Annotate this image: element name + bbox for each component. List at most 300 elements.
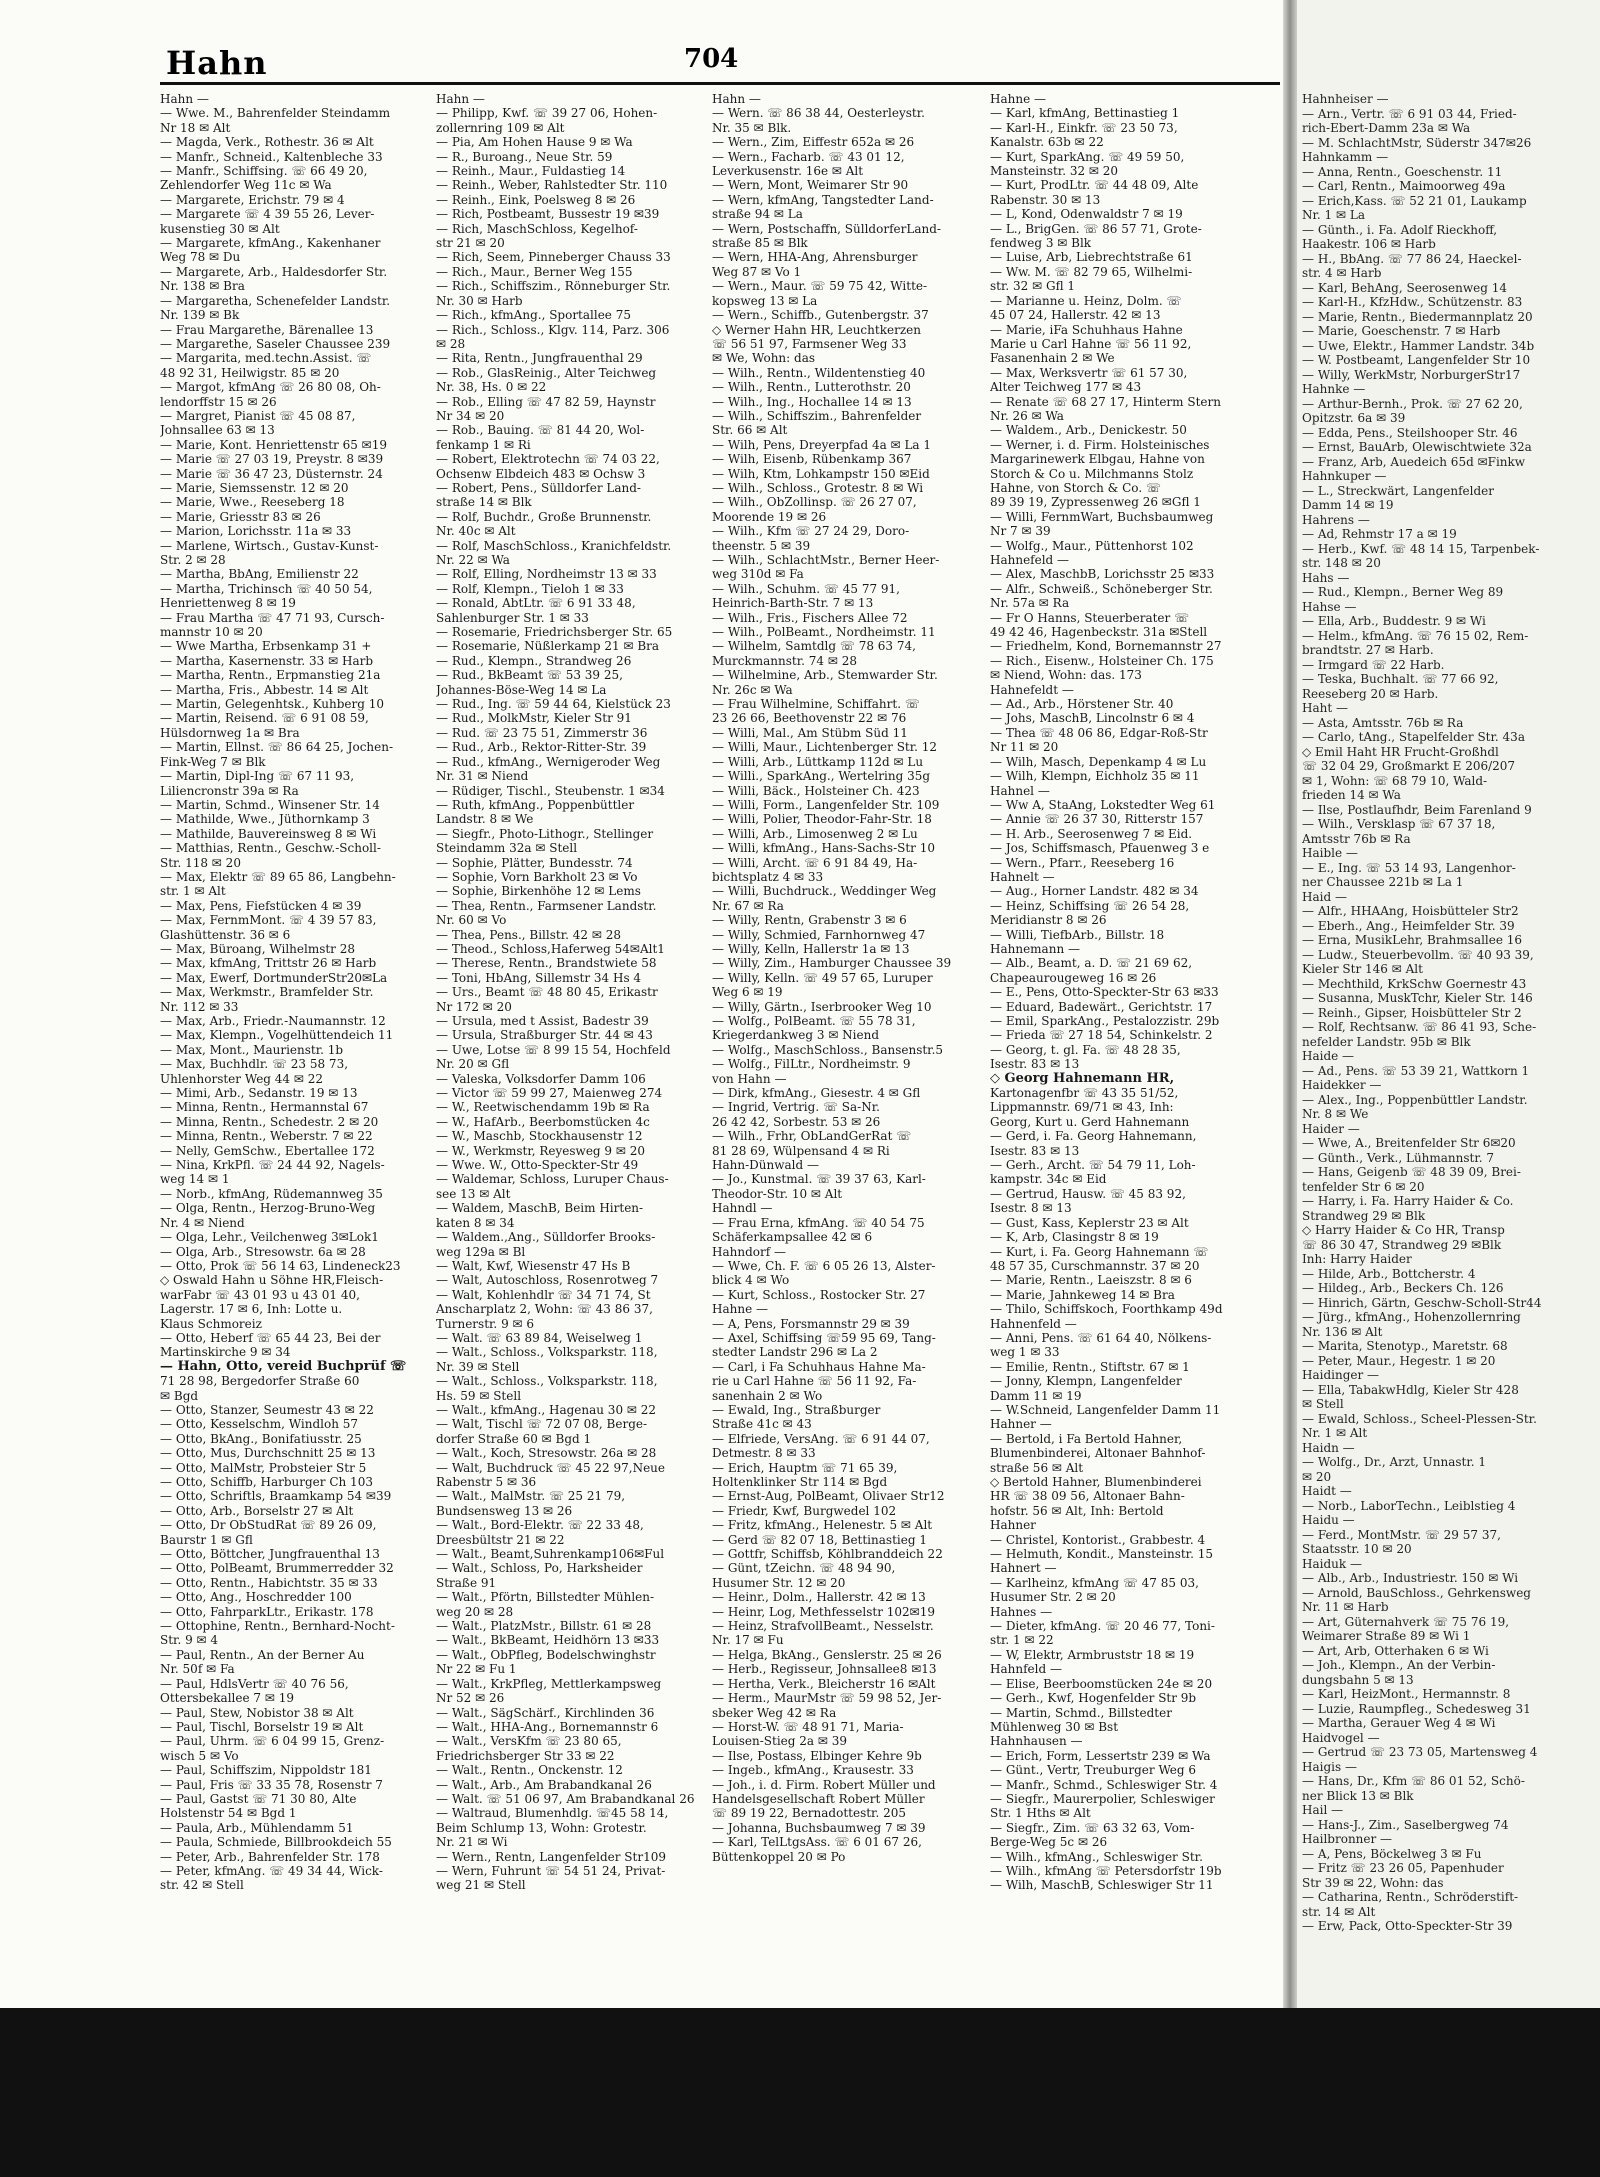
directory-line: — Rich., Eisenw., Holsteiner Ch. 175 xyxy=(990,653,1214,668)
directory-line: — Helga, BkAng., Genslerstr. 25 ✉ 26 xyxy=(712,1647,942,1662)
column-4 xyxy=(990,92,1262,2002)
directory-line: — Hinrich, Gärtn, Geschw-Scholl-Str44 xyxy=(1302,1295,1542,1310)
directory-line: — Thilo, Schiffskoch, Foorthkamp 49d xyxy=(990,1302,1223,1317)
directory-line: — Martha, Gerauer Weg 4 ✉ Wi xyxy=(1302,1716,1496,1730)
directory-line: — Martha, Kasernenstr. 33 ✉ Harb xyxy=(160,653,374,668)
directory-line: — Manfr., Schneid., Kaltenbleche 33 xyxy=(160,149,383,164)
directory-line: — Willi, Bäck., Holsteiner Ch. 423 xyxy=(712,783,920,798)
directory-line: — W., Werkmstr, Reyesweg 9 ✉ 20 xyxy=(436,1143,645,1158)
directory-line: straße 94 ✉ La xyxy=(712,207,803,222)
directory-line: — Wilh., Fris., Fischers Allee 72 xyxy=(712,610,908,625)
directory-line: — Robert, Pens., Sülldorfer Land- xyxy=(436,480,641,495)
directory-line: rie u Carl Hahne ☏ 56 11 92, Fa- xyxy=(712,1374,917,1389)
directory-line: Str. 2 ✉ 28 xyxy=(160,553,226,567)
directory-line: tenfelder Str 6 ✉ 20 xyxy=(1302,1179,1425,1194)
directory-line: — Harry, i. Fa. Harry Haider & Co. xyxy=(1302,1194,1514,1208)
directory-line: Martinskirche 9 ✉ 34 xyxy=(160,1345,291,1360)
directory-line: theenstr. 5 ✉ 39 xyxy=(712,538,811,553)
directory-line: — Werner, i. d. Firm. Holsteinisches xyxy=(990,437,1210,452)
directory-line: — Wilh, Ktm, Lohkampstr 150 ✉Eid xyxy=(712,466,930,481)
directory-line: — Wilh, Masch, Depenkamp 4 ✉ Lu xyxy=(990,754,1207,769)
directory-line: Nr. 60 ✉ Vo xyxy=(436,913,507,928)
directory-line: — Karl, kfmAng, Bettinastieg 1 xyxy=(990,106,1180,121)
directory-line: straße 85 ✉ Blk xyxy=(712,236,808,251)
directory-line: — Otto, Rentn., Habichtstr. 35 ✉ 33 xyxy=(160,1575,378,1590)
directory-line: Hahnel — xyxy=(990,783,1050,798)
directory-line: blick 4 ✉ Wo xyxy=(712,1273,790,1288)
directory-line: Sahlenburger Str. 1 ✉ 33 xyxy=(436,610,589,625)
directory-line: 71 28 98, Bergedorfer Straße 60 xyxy=(160,1374,360,1389)
directory-line: — Willi, Form., Langenfelder Str. 109 xyxy=(712,797,940,812)
directory-line: — Martin, Gelegenhtsk., Kuhberg 10 xyxy=(160,697,385,712)
directory-line: brandtstr. 27 ✉ Harb. xyxy=(1302,643,1434,657)
directory-line: — Olga, Arb., Stresowstr. 6a ✉ 28 xyxy=(160,1244,366,1259)
directory-line: — Paula, Arb., Mühlendamm 51 xyxy=(160,1820,354,1835)
directory-line: Haakestr. 106 ✉ Harb xyxy=(1302,237,1436,251)
directory-line: — Rita, Rentn., Jungfrauenthal 29 xyxy=(436,351,643,366)
directory-line: — Marie, iFa Schuhhaus Hahne xyxy=(990,322,1183,337)
directory-line: Büttenkoppel 20 ✉ Po xyxy=(712,1849,846,1864)
directory-line: — Otto, FahrparkLtr., Erikastr. 178 xyxy=(160,1604,374,1619)
directory-line: — Teska, Buchhalt. ☏ 77 66 92, xyxy=(1302,672,1499,686)
directory-line: Nr. 11 ✉ Harb xyxy=(1302,1600,1389,1614)
directory-line: — Peter, Maur., Hegestr. 1 ✉ 20 xyxy=(1302,1353,1496,1368)
directory-line: zollernring 109 ✉ Alt xyxy=(436,120,565,135)
directory-line: Damm 14 ✉ 19 xyxy=(1302,498,1394,512)
directory-line: — Franz, Arb, Auedeich 65d ✉Finkw xyxy=(1302,454,1526,469)
directory-line: Haidn — xyxy=(1302,1440,1355,1455)
directory-line: — Ewald, Schloss., Scheel-Plessen-Str. xyxy=(1302,1411,1537,1426)
directory-line: — Margarita, med.techn.Assist. ☏ xyxy=(160,351,372,366)
directory-line: — Johs, MaschB, Lincolnstr 6 ✉ 4 xyxy=(990,711,1195,726)
directory-line: — Walt., Koch, Stresowstr. 26a ✉ 28 xyxy=(436,1446,657,1461)
directory-line: Nr. 112 ✉ 33 xyxy=(160,999,239,1014)
directory-line: — Siegfr., Maurerpolier, Schleswiger xyxy=(990,1791,1215,1806)
directory-line: Mühlenweg 30 ✉ Bst xyxy=(990,1719,1119,1734)
directory-line: — Wilh, Eisenb, Rübenkamp 367 xyxy=(712,452,912,467)
directory-line: — Joh., i. d. Firm. Robert Müller und xyxy=(712,1777,936,1792)
directory-line: ☏ 56 51 97, Farmsener Weg 33 xyxy=(712,336,907,351)
directory-line: ✉ Bgd xyxy=(160,1388,199,1403)
directory-line: — Wern, Mont, Weimarer Str 90 xyxy=(712,178,909,193)
directory-line: — Walt, Autoschloss, Rosenrotweg 7 xyxy=(436,1273,659,1288)
directory-line: Lagerstr. 17 ✉ 6, Inh: Lotte u. xyxy=(160,1302,343,1317)
directory-line: fendweg 3 ✉ Blk xyxy=(990,236,1092,251)
directory-line: Nr. 1 ✉ Alt xyxy=(1302,1426,1368,1440)
directory-line: — Rich., Maur., Berner Weg 155 xyxy=(436,264,633,279)
directory-line: Hahner — xyxy=(990,1417,1052,1432)
directory-line: — Wern, kfmAng, Tangstedter Land- xyxy=(712,192,934,207)
directory-line: — Rolf, Klempn., Tieloh 1 ✉ 33 xyxy=(436,581,624,596)
directory-line: — Johanna, Buchsbaumweg 7 ✉ 39 xyxy=(712,1820,926,1835)
directory-line: — Karl, HeizMont., Hermannstr. 8 xyxy=(1302,1687,1511,1701)
directory-line: — Ernst-Aug, PolBeamt, Olivaer Str12 xyxy=(712,1489,945,1504)
directory-line: Nr. 31 ✉ Niend xyxy=(436,769,529,784)
directory-line: weg 1 ✉ 33 xyxy=(990,1345,1060,1360)
directory-line: — Herb., Kwf. ☏ 48 14 15, Tarpenbek- xyxy=(1302,541,1540,556)
directory-line: — Toni, HbAng, Sillemstr 34 Hs 4 xyxy=(436,970,642,985)
directory-line: Heinrich-Barth-Str. 7 ✉ 13 xyxy=(712,596,874,611)
directory-line: str. 1 ✉ Alt xyxy=(160,884,226,899)
directory-line: — Irmgard ☏ 22 Harb. xyxy=(1302,657,1445,672)
directory-line: — Walt., Bord-Elektr. ☏ 22 33 48, xyxy=(436,1518,644,1533)
directory-line: lendorffstr 15 ✉ 26 xyxy=(160,394,277,409)
directory-line: str. 42 ✉ Stell xyxy=(160,1878,244,1893)
directory-line: — Rolf, Buchdr., Große Brunnenstr. xyxy=(436,509,652,524)
directory-line: — Rich., kfmAng., Sportallee 75 xyxy=(436,308,631,323)
directory-line: — Wilh., Rentn., Wildentenstieg 40 xyxy=(712,365,926,380)
directory-line: Nr. 35 ✉ Blk. xyxy=(712,120,792,135)
directory-line: — Wilh., kfmAng ☏ Petersdorfstr 19b xyxy=(990,1863,1222,1878)
directory-line: Alter Teichweg 177 ✉ 43 xyxy=(990,380,1142,395)
directory-line: — Max, Ewerf, DortmunderStr20✉La xyxy=(160,970,388,985)
directory-line: — Max, Buchhdlr. ☏ 23 58 73, xyxy=(160,1057,349,1072)
directory-line: Hahnefeldt — xyxy=(990,682,1074,697)
directory-line: — Martha, Trichinsch ☏ 40 50 54, xyxy=(160,581,373,596)
directory-line: — Emil, SparkAng., Pestalozzistr. 29b xyxy=(990,1014,1220,1028)
directory-line: — L, Kond, Odenwaldstr 7 ✉ 19 xyxy=(990,207,1183,222)
directory-line: Haht — xyxy=(1302,701,1348,715)
directory-line: — Anna, Rentn., Goeschenstr. 11 xyxy=(1302,164,1503,179)
directory-line: Nr. 30 ✉ Harb xyxy=(436,293,523,308)
directory-line: Nr. 4 ✉ Niend xyxy=(160,1215,245,1230)
directory-line: Hahnheiser — xyxy=(1302,92,1389,106)
directory-line: — Reinh., Weber, Rahlstedter Str. 110 xyxy=(436,178,668,193)
directory-line: Amtsstr 76b ✉ Ra xyxy=(1302,831,1411,846)
directory-line: Blumenbinderei, Altonaer Bahnhof- xyxy=(990,1446,1206,1461)
directory-line: — Wern., Facharb. ☏ 43 01 12, xyxy=(712,149,905,164)
directory-line: — Marie, Griesstr 83 ✉ 26 xyxy=(160,509,321,524)
directory-line: Reeseberg 20 ✉ Harb. xyxy=(1302,686,1439,701)
directory-line: — Marie, Wwe., Reeseberg 18 xyxy=(160,495,345,510)
directory-line: — Alb., Arb., Industriestr. 150 ✉ Wi xyxy=(1302,1571,1519,1585)
directory-line: Beim Schlump 13, Wohn: Grotestr. xyxy=(436,1820,647,1835)
directory-line: Friedrichsberger Str 33 ✉ 22 xyxy=(436,1748,615,1763)
directory-line: — Max, Arb., Friedr.-Naumannstr. 12 xyxy=(160,1014,386,1028)
directory-line: str 21 ✉ 20 xyxy=(436,236,505,251)
directory-line: — Willy, Kelln. ☏ 49 57 65, Luruper xyxy=(712,970,933,985)
directory-line: — Rud., Ing. ☏ 59 44 64, Kielstück 23 xyxy=(436,697,671,712)
directory-line: — Therese, Rentn., Brandstwiete 58 xyxy=(436,956,657,971)
directory-line: — Erich, Form, Lessertstr 239 ✉ Wa xyxy=(990,1748,1211,1763)
directory-line: — W.Schneid, Langenfelder Damm 11 xyxy=(990,1402,1221,1417)
directory-line: Husumer Str. 12 ✉ 20 xyxy=(712,1575,846,1590)
directory-line: — Otto, Ang., Hoschredder 100 xyxy=(160,1590,352,1605)
directory-line: Chapeaurougeweg 16 ✉ 26 xyxy=(990,970,1157,985)
directory-line: Haigis — xyxy=(1302,1759,1357,1774)
directory-line: — Walt, Buchdruck ☏ 45 22 97,Neue xyxy=(436,1460,666,1475)
directory-line: — Paul, Stew, Nobistor 38 ✉ Alt xyxy=(160,1705,354,1720)
directory-line: — Friedhelm, Kond, Bornemannstr 27 xyxy=(990,639,1222,654)
directory-line: — H., BbAng. ☏ 77 86 24, Haeckel- xyxy=(1302,251,1522,266)
directory-line: — Walt., kfmAng., Hagenau 30 ✉ 22 xyxy=(436,1402,657,1417)
directory-line: Hahndorf — xyxy=(712,1244,786,1259)
directory-line: — Günth., Verk., Lühmannstr. 7 xyxy=(1302,1150,1495,1165)
directory-line: — Thea ☏ 48 06 86, Edgar-Roß-Str xyxy=(990,725,1208,740)
directory-line: Haid — xyxy=(1302,889,1347,904)
directory-line: Hahne — xyxy=(990,92,1046,106)
directory-line: — Rüdiger, Tischl., Steubenstr. 1 ✉34 xyxy=(436,783,665,798)
directory-line: — Uwe, Lotse ☏ 8 99 15 54, Hochfeld xyxy=(436,1042,671,1057)
directory-line: — Walt., PlatzMstr., Billstr. 61 ✉ 28 xyxy=(436,1619,652,1634)
directory-line: — Ella, Arb., Buddestr. 9 ✉ Wi xyxy=(1302,614,1486,628)
directory-line: ✉ 28 xyxy=(436,336,466,351)
directory-line: Hahrens — xyxy=(1302,512,1370,527)
directory-line: — Thea, Rentn., Farmsener Landstr. xyxy=(436,898,657,913)
directory-line: Hahnenfeld — xyxy=(990,1316,1077,1331)
directory-line: — Wilh., Ing., Hochallee 14 ✉ 13 xyxy=(712,394,912,409)
directory-line: — Otto, Prok ☏ 56 14 63, Lindeneck23 xyxy=(160,1258,401,1273)
directory-line: — Paul, HdlsVertr ☏ 40 76 56, xyxy=(160,1676,349,1691)
directory-line: Hahne — xyxy=(712,1302,768,1317)
directory-line: Theodor-Str. 10 ✉ Alt xyxy=(712,1186,843,1201)
directory-line: — Norb., kfmAng, Rüdemannweg 35 xyxy=(160,1186,383,1201)
directory-line: — Wilh., SchlachtMstr., Berner Heer- xyxy=(712,553,940,567)
directory-line: — Otto, Kesselschm, Windloh 57 xyxy=(160,1417,359,1432)
directory-line: Str. 9 ✉ 4 xyxy=(160,1633,219,1648)
directory-line: ◇ Oswald Hahn u Söhne HR,Fleisch- xyxy=(160,1273,384,1288)
directory-line: — Karl-H., Einkfr. ☏ 23 50 73, xyxy=(990,120,1178,135)
directory-line: — Gust, Kass, Keplerstr 23 ✉ Alt xyxy=(990,1215,1189,1230)
directory-line: — Margot, kfmAng ☏ 26 80 08, Oh- xyxy=(160,380,381,395)
directory-line: — Rud., MolkMstr, Kieler Str 91 xyxy=(436,711,632,726)
directory-line: — Wern., Schiffb., Gutenbergstr. 37 xyxy=(712,308,929,323)
directory-line: — Wern., Pfarr., Reeseberg 16 xyxy=(990,855,1175,870)
directory-line: Nr 11 ✉ 20 xyxy=(990,740,1059,755)
directory-line: — Max, Pens, Fiefstücken 4 ✉ 39 xyxy=(160,898,362,913)
directory-line: — Hilde, Arb., Bottcherstr. 4 xyxy=(1302,1266,1476,1281)
directory-line: — Ursula, med t Assist, Badestr 39 xyxy=(436,1014,649,1028)
directory-line: — Luzie, Raumpfleg., Schedesweg 31 xyxy=(1302,1701,1531,1716)
directory-line: — Ad., Pens. ☏ 53 39 21, Wattkorn 1 xyxy=(1302,1063,1530,1078)
directory-line: dungsbahn 5 ✉ 13 xyxy=(1302,1672,1414,1687)
directory-line: — Max, Werkmstr., Bramfelder Str. xyxy=(160,985,374,1000)
directory-line: Nr. 39 ✉ Stell xyxy=(436,1359,520,1374)
directory-line: Nr 52 ✉ 26 xyxy=(436,1691,505,1706)
directory-line: Straße 41c ✉ 43 xyxy=(712,1417,812,1432)
directory-line: Weimarer Straße 89 ✉ Wi 1 xyxy=(1302,1629,1471,1643)
directory-line: — Wilh, Klempn, Eichholz 35 ✉ 11 xyxy=(990,769,1200,784)
directory-line: 23 26 66, Beethovenstr 22 ✉ 76 xyxy=(712,711,907,726)
directory-line: — Wwe, A., Breitenfelder Str 6✉20 xyxy=(1302,1136,1516,1150)
directory-line: — Arnold, BauSchloss., Gehrkensweg xyxy=(1302,1585,1531,1600)
directory-line: — Wolfg., FilLtr., Nordheimstr. 9 xyxy=(712,1057,911,1072)
directory-line: Nr. 8 ✉ We xyxy=(1302,1107,1369,1121)
directory-line: nefelder Landstr. 95b ✉ Blk xyxy=(1302,1034,1471,1049)
directory-line: Strandweg 29 ✉ Blk xyxy=(1302,1208,1426,1223)
directory-line: — Minna, Rentn., Weberstr. 7 ✉ 22 xyxy=(160,1129,373,1144)
directory-line: ◇ Werner Hahn HR, Leuchtkerzen xyxy=(712,322,921,337)
directory-line: — Jürg., kfmAng., Hohenzollernring xyxy=(1302,1310,1521,1324)
directory-line: — Max, Büroang, Wilhelmstr 28 xyxy=(160,941,355,956)
directory-line: — Ilse, Postass, Elbinger Kehre 9b xyxy=(712,1748,922,1763)
directory-line: — Margarete ☏ 4 39 55 26, Lever- xyxy=(160,207,375,222)
directory-line: — Magda, Verk., Rothestr. 36 ✉ Alt xyxy=(160,135,374,150)
directory-line: — Valeska, Volksdorfer Damm 106 xyxy=(436,1071,646,1086)
directory-line: — Siegfr., Photo-Lithogr., Stellinger xyxy=(436,826,654,841)
directory-line: HR ☏ 38 09 56, Altonaer Bahn- xyxy=(990,1489,1185,1504)
directory-line: — Peter, Arb., Bahrenfelder Str. 178 xyxy=(160,1849,380,1864)
directory-line: Rabenstr. 30 ✉ 13 xyxy=(990,192,1101,207)
directory-line: — Willy, Kelln, Hallerstr 1a ✉ 13 xyxy=(712,941,910,956)
directory-line: — Minna, Rentn., Schedestr. 2 ✉ 20 xyxy=(160,1114,379,1129)
directory-line: — Urs., Beamt ☏ 48 80 45, Erikastr xyxy=(436,985,658,1000)
directory-line: warFabr ☏ 43 01 93 u 43 01 40, xyxy=(160,1287,360,1302)
directory-line: Isestr. 83 ✉ 13 xyxy=(990,1143,1080,1158)
directory-line: str. 148 ✉ 20 xyxy=(1302,556,1381,570)
directory-line: — Willi, TiefbArb., Billstr. 18 xyxy=(990,927,1165,942)
directory-line: Handelsgesellschaft Robert Müller xyxy=(712,1791,925,1806)
directory-line: — Willi, Maur., Lichtenberger Str. 12 xyxy=(712,740,938,755)
directory-line: — L., BrigGen. ☏ 86 57 71, Grote- xyxy=(990,221,1202,236)
directory-line: Kriegerdankweg 3 ✉ Niend xyxy=(712,1028,880,1043)
directory-line: mannstr 10 ✉ 20 xyxy=(160,625,263,640)
directory-line: — Willi., SparkAng., Wertelring 35g xyxy=(712,769,931,784)
directory-line: Rabenstr 5 ✉ 36 xyxy=(436,1475,537,1489)
directory-line: dorfer Straße 60 ✉ Bgd 1 xyxy=(436,1431,592,1446)
directory-line: — Ad, Rehmstr 17 a ✉ 19 xyxy=(1302,527,1457,541)
directory-line: — Willi, Buchdruck., Weddinger Weg xyxy=(712,884,937,899)
directory-line: — Günt, tZeichn. ☏ 48 94 90, xyxy=(712,1561,896,1576)
running-head-name: Hahn xyxy=(166,44,268,82)
directory-line: — Walt., KrkPfleg, Mettlerkampsweg xyxy=(436,1676,662,1691)
directory-line: Haidu — xyxy=(1302,1513,1355,1527)
directory-line: Hahnemann — xyxy=(990,941,1080,956)
directory-line: Weg 87 ✉ Vo 1 xyxy=(712,264,802,279)
directory-line: — M. SchlachtMstr, Süderstr 347✉26 xyxy=(1302,135,1532,150)
directory-line: — Walt., VersKfm ☏ 23 80 65, xyxy=(436,1734,622,1749)
directory-line: — Rich., Schloss., Klgv. 114, Parz. 306 xyxy=(436,322,670,337)
directory-line: — Paul, Schiffszim, Nippoldstr 181 xyxy=(160,1763,372,1778)
directory-line: Ottersbekallee 7 ✉ 19 xyxy=(160,1691,294,1706)
directory-line: — Walt., BkBeamt, Heidhörn 13 ✉33 xyxy=(436,1633,660,1648)
directory-line: — Wilh., Schiffszim., Bahrenfelder xyxy=(712,408,922,423)
directory-line: — Ottophine, Rentn., Bernhard-Nocht- xyxy=(160,1619,395,1634)
directory-line: — Wolfg., Dr., Arzt, Unnastr. 1 xyxy=(1302,1455,1487,1469)
directory-line: — Walt. ☏ 51 06 97, Am Brabandkanal 26 xyxy=(436,1791,695,1806)
directory-line: — Wwe Martha, Erbsenkamp 31 + xyxy=(160,639,372,654)
directory-line: — Wern, Postschaffn, SülldorferLand- xyxy=(712,221,941,236)
directory-line: Hahn — xyxy=(712,92,761,106)
directory-line: — Willy, Schmied, Farnhornweg 47 xyxy=(712,927,926,942)
directory-line: — Arn., Vertr. ☏ 6 91 03 44, Fried- xyxy=(1302,106,1517,121)
directory-line: — Martin, Reisend. ☏ 6 91 08 59, xyxy=(160,711,369,726)
directory-line: 89 39 19, Zypressenweg 26 ✉Gfl 1 xyxy=(990,495,1201,510)
directory-line: Damm 11 ✉ 19 xyxy=(990,1388,1082,1403)
page-number: 704 xyxy=(684,44,739,74)
directory-line: — Olga, Lehr., Veilchenweg 3✉Lok1 xyxy=(160,1230,379,1245)
directory-line: — Annie ☏ 26 37 30, Ritterstr 157 xyxy=(990,812,1204,827)
directory-line: stedter Landstr 296 ✉ La 2 xyxy=(712,1345,878,1360)
directory-line: — Otto, Heberf ☏ 65 44 23, Bei der xyxy=(160,1330,381,1345)
directory-line: — Alb., Beamt, a. D. ☏ 21 69 62, xyxy=(990,956,1193,971)
directory-line: — Willi, Polier, Theodor-Fahr-Str. 18 xyxy=(712,812,932,827)
directory-line: — Walt, Kwf, Wiesenstr 47 Hs B xyxy=(436,1258,631,1273)
directory-line: — Willi, Mal., Am Stübm Süd 11 xyxy=(712,725,908,740)
directory-line: — Fr O Hanns, Steuerberater ☏ xyxy=(990,610,1190,625)
directory-line: — Gertrud, Hausw. ☏ 45 83 92, xyxy=(990,1186,1186,1201)
directory-line: Haidekker — xyxy=(1302,1078,1382,1092)
directory-line: — Minna, Rentn., Hermannstal 67 xyxy=(160,1100,369,1115)
directory-line: — Karl-H., KfzHdw., Schützenstr. 83 xyxy=(1302,295,1523,309)
directory-line: — Ingeb., kfmAng., Krausestr. 33 xyxy=(712,1763,914,1778)
directory-line: — H. Arb., Seerosenweg 7 ✉ Eid. xyxy=(990,826,1193,841)
directory-line: Hahn — xyxy=(436,92,485,106)
directory-line: katen 8 ✉ 34 xyxy=(436,1215,515,1230)
directory-line: Str 39 ✉ 22, Wohn: das xyxy=(1302,1875,1444,1890)
directory-line: — Paul, Rentn., An der Berner Au xyxy=(160,1647,365,1662)
directory-line: ✉ We, Wohn: das xyxy=(712,351,816,366)
directory-line: — Marie ☏ 27 03 19, Preystr. 8 ✉39 xyxy=(160,452,384,467)
directory-line: — Rob., Bauing. ☏ 81 44 20, Wol- xyxy=(436,423,645,438)
directory-line: — A, Pens, Böckelweg 3 ✉ Fu xyxy=(1302,1846,1482,1861)
directory-line: ✉ Stell xyxy=(1302,1397,1344,1411)
directory-line: — Margarete, kfmAng., Kakenhaner xyxy=(160,236,381,251)
directory-line: — Ernst, BauArb, Olewischtwiete 32a xyxy=(1302,440,1532,454)
directory-line: — Rud., Klempn., Strandweg 26 xyxy=(436,653,632,668)
directory-line: Nr. 136 ✉ Alt xyxy=(1302,1324,1383,1339)
directory-line: — Sophie, Vorn Barkholt 23 ✉ Vo xyxy=(436,869,638,884)
directory-line: rich-Ebert-Damm 23a ✉ Wa xyxy=(1302,121,1471,135)
directory-line: — Max, kfmAng, Trittstr 26 ✉ Harb xyxy=(160,956,377,971)
directory-line: Hahnke — xyxy=(1302,382,1366,396)
directory-line: — Rosemarie, Nüßlerkamp 21 ✉ Bra xyxy=(436,639,660,654)
directory-line: — Mathilde, Bauvereinsweg 8 ✉ Wi xyxy=(160,826,377,841)
directory-line: Johannes-Böse-Weg 14 ✉ La xyxy=(436,682,607,697)
directory-line: Nr. 26c ✉ Wa xyxy=(712,682,793,697)
directory-line: — Elfriede, VersAng. ☏ 6 91 44 07, xyxy=(712,1431,930,1446)
directory-line: — Wolfg., MaschSchloss., Bansenstr.5 xyxy=(712,1042,944,1057)
directory-line: — Rosemarie, Friedrichsberger Str. 65 xyxy=(436,625,673,640)
directory-line: — Frau Margarethe, Bärenallee 13 xyxy=(160,322,374,337)
directory-line: — Kurt, Schloss., Rostocker Str. 27 xyxy=(712,1287,926,1302)
directory-line: Haidinger — xyxy=(1302,1368,1380,1382)
directory-line: Hahnert — xyxy=(990,1561,1057,1576)
directory-line: — Walt, Kohlenhdlr ☏ 34 71 74, St xyxy=(436,1287,651,1302)
directory-line: frieden 14 ✉ Wa xyxy=(1302,788,1401,802)
directory-line: — Otto, BkAng., Bonifatiusstr. 25 xyxy=(160,1431,362,1446)
directory-line: Louisen-Stieg 2a ✉ 39 xyxy=(712,1734,848,1749)
directory-line: — Marie, Rentn., Biedermannplatz 20 xyxy=(1302,309,1533,324)
directory-line: Meridianstr 8 ✉ 26 xyxy=(990,913,1107,928)
directory-line: — Paul, Gastst ☏ 71 30 80, Alte xyxy=(160,1791,357,1806)
directory-line: weg 14 ✉ 1 xyxy=(160,1172,230,1187)
directory-line: — Luise, Arb, Liebrechtstraße 61 xyxy=(990,250,1193,265)
directory-line: Weg 78 ✉ Du xyxy=(160,250,241,265)
directory-line: — Martha, Rentn., Erpmanstieg 21a xyxy=(160,668,381,683)
directory-line: — Wilh., Versklasp ☏ 67 37 18, xyxy=(1302,817,1496,831)
directory-line: — Paul, Uhrm. ☏ 6 04 99 15, Grenz- xyxy=(160,1734,385,1749)
directory-line: — Carlo, tAng., Stapelfelder Str. 43a xyxy=(1302,730,1525,744)
directory-line: — Rob., GlasReinig., Alter Teichweg xyxy=(436,365,657,380)
directory-line: — Hans, Dr., Kfm ☏ 86 01 52, Schö- xyxy=(1302,1774,1525,1788)
directory-line: — Wilh., kfmAng., Schleswiger Str. xyxy=(990,1849,1203,1864)
directory-line: — Rich, MaschSchloss, Kegelhof- xyxy=(436,221,638,236)
directory-line: — Marianne u. Heinz, Dolm. ☏ xyxy=(990,293,1182,308)
directory-line: — Emilie, Rentn., Stiftstr. 67 ✉ 1 xyxy=(990,1359,1190,1374)
directory-line: — Heinr., Dolm., Hallerstr. 42 ✉ 13 xyxy=(712,1590,926,1605)
directory-line: Nr. 38, Hs. 0 ✉ 22 xyxy=(436,380,547,395)
directory-line: Fasanenhain 2 ✉ We xyxy=(990,351,1115,366)
directory-line: — Walt., MalMstr. ☏ 25 21 79, xyxy=(436,1489,626,1504)
directory-line: — Hildeg., Arb., Beckers Ch. 126 xyxy=(1302,1281,1504,1295)
directory-line: — Gertrud ☏ 23 73 05, Martensweg 4 xyxy=(1302,1745,1538,1759)
directory-line: Nr. 139 ✉ Bk xyxy=(160,308,240,323)
directory-line: — E., Ing. ☏ 53 14 93, Langenhor- xyxy=(1302,860,1516,875)
directory-line: kopsweg 13 ✉ La xyxy=(712,293,818,308)
directory-line: — Alfr., Schweiß., Schöneberger Str. xyxy=(990,581,1213,596)
directory-line: — Peter, kfmAng. ☏ 49 34 44, Wick- xyxy=(160,1863,383,1878)
